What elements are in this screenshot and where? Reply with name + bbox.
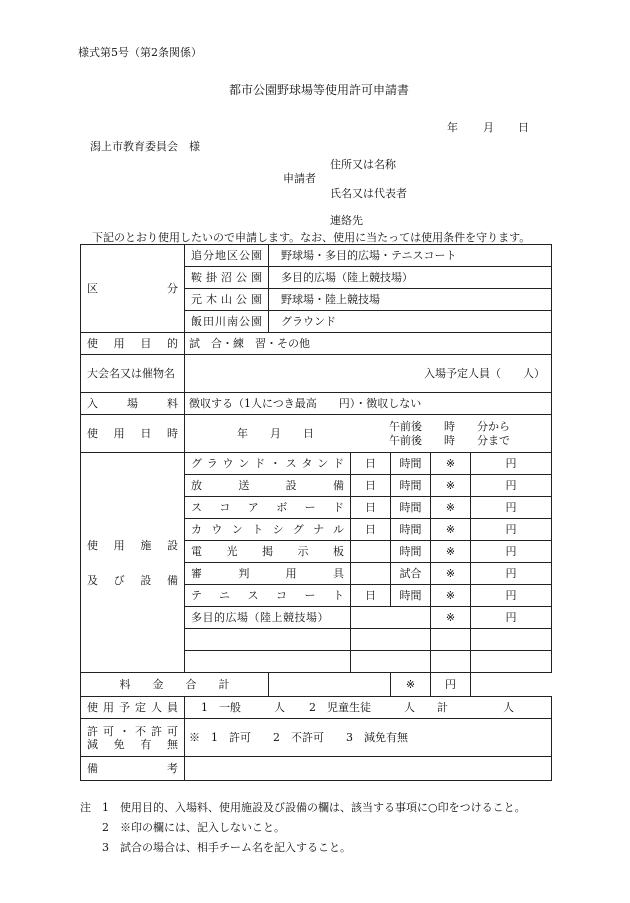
attendance-field: 入場予定人員（ 人） bbox=[185, 355, 552, 393]
planned-users-general: 1 一般 人 bbox=[201, 701, 285, 714]
admission-row bbox=[81, 393, 552, 415]
equipment-yen: 円 bbox=[471, 453, 552, 475]
equipment-unit-blank bbox=[351, 651, 431, 673]
equipment-yen: 円 bbox=[471, 475, 552, 497]
notes bbox=[80, 798, 526, 858]
park-facility: グラウンド bbox=[269, 311, 552, 333]
event-label: 大会名又は催物名 bbox=[81, 355, 185, 393]
total-unit-blank bbox=[269, 673, 391, 697]
equipment-yen: 円 bbox=[471, 607, 552, 629]
planned-users-label: 使用予定人員 bbox=[81, 697, 185, 719]
purpose-label: 使用目的 bbox=[81, 333, 185, 355]
equipment-name-blank bbox=[185, 629, 351, 651]
permission-label: 許可・不許可 減免有無 bbox=[81, 719, 185, 757]
equipment-unit-hour: 試合 bbox=[391, 563, 431, 585]
park-facility: 野球場・陸上競技場 bbox=[269, 289, 552, 311]
application-table bbox=[80, 244, 552, 781]
equipment-unit-day: 日 bbox=[351, 519, 391, 541]
total-label: 料 金 合 計 bbox=[81, 673, 269, 697]
facility-section-label: 区 分 bbox=[81, 245, 185, 333]
equipment-row bbox=[81, 453, 552, 475]
total-row bbox=[81, 673, 552, 697]
equipment-mark-blank bbox=[431, 629, 471, 651]
total-mark: ※ bbox=[391, 673, 431, 697]
intro-text: 下記のとおり使用したいので申請します。なお、使用に当たっては使用条件を守ります。 bbox=[92, 231, 531, 244]
equipment-unit-hour: 時間 bbox=[391, 519, 431, 541]
usage-time-to: 午前後 時 分まで bbox=[389, 433, 510, 447]
equipment-unit-day: 日 bbox=[351, 585, 391, 607]
equipment-mark: ※ bbox=[431, 563, 471, 585]
purpose-value: 試 合・練 習・その他 bbox=[185, 333, 552, 355]
admission-value: 徴収する（1人につき最高 円）・徴収しない bbox=[185, 393, 552, 415]
page-title: 都市公園野球場等使用許可申請書 bbox=[229, 83, 410, 97]
applicant-contact-label: 連絡先 bbox=[330, 214, 363, 227]
equipment-unit-hour: 時間 bbox=[391, 453, 431, 475]
park-name: 飯田川南公園 bbox=[185, 311, 269, 333]
usage-date: 年 月 日 bbox=[237, 427, 314, 440]
date-day: 日 bbox=[518, 121, 529, 134]
equipment-unit bbox=[351, 607, 431, 629]
admission-label: 入場料 bbox=[81, 393, 185, 415]
date-month: 月 bbox=[483, 121, 494, 134]
equipment-unit-day: 日 bbox=[351, 453, 391, 475]
equipment-unit-hour: 時間 bbox=[391, 475, 431, 497]
usage-datetime-label: 使用日時 bbox=[81, 415, 185, 453]
usage-datetime-row bbox=[81, 415, 552, 453]
remarks-label: 備 考 bbox=[81, 757, 185, 781]
planned-users-row bbox=[81, 697, 552, 719]
park-name: 追分地区公園 bbox=[185, 245, 269, 267]
equipment-unit-day: 日 bbox=[351, 497, 391, 519]
equipment-section-label: 使用施設 及び設備 bbox=[81, 453, 185, 673]
addressee: 潟上市教育委員会 様 bbox=[90, 140, 200, 153]
form-number: 様式第5号（第2条関係） bbox=[78, 46, 202, 59]
equipment-yen: 円 bbox=[471, 541, 552, 563]
applicant-address-label: 住所又は名称 bbox=[330, 158, 396, 171]
equipment-yen-blank bbox=[471, 629, 552, 651]
planned-users-children: 2 児童生徒 人 bbox=[309, 701, 415, 714]
equipment-unit-day bbox=[351, 563, 391, 585]
equipment-name: 放送設備 bbox=[185, 475, 351, 497]
equipment-unit-blank bbox=[351, 629, 431, 651]
equipment-unit-hour: 時間 bbox=[391, 541, 431, 563]
park-name: 鞍掛沼公園 bbox=[185, 267, 269, 289]
equipment-yen: 円 bbox=[471, 497, 552, 519]
equipment-name: グラウンド・スタンド bbox=[185, 453, 351, 475]
equipment-unit-day: 日 bbox=[351, 475, 391, 497]
equipment-yen: 円 bbox=[471, 519, 552, 541]
equipment-mark: ※ bbox=[431, 519, 471, 541]
date-year: 年 bbox=[447, 121, 458, 134]
equipment-name: カウントシグナル bbox=[185, 519, 351, 541]
permission-row bbox=[81, 719, 552, 757]
usage-time-from: 午前後 時 分から bbox=[389, 419, 510, 433]
equipment-unit-day bbox=[351, 541, 391, 563]
equipment-name-blank bbox=[185, 651, 351, 673]
equipment-name: 多目的広場（陸上競技場） bbox=[185, 607, 351, 629]
equipment-mark: ※ bbox=[431, 475, 471, 497]
planned-users-value bbox=[185, 697, 552, 719]
equipment-mark: ※ bbox=[431, 585, 471, 607]
note-item: 2 ※印の欄には、記入しないこと。 bbox=[102, 821, 285, 834]
equipment-mark: ※ bbox=[431, 607, 471, 629]
park-name: 元木山公園 bbox=[185, 289, 269, 311]
note-item: 3 試合の場合は、相手チーム名を記入すること。 bbox=[102, 841, 351, 854]
equipment-mark: ※ bbox=[431, 497, 471, 519]
facility-row bbox=[81, 245, 552, 267]
total-yen: 円 bbox=[431, 673, 471, 697]
equipment-yen-blank bbox=[471, 651, 552, 673]
equipment-mark: ※ bbox=[431, 453, 471, 475]
equipment-unit-hour: 時間 bbox=[391, 497, 431, 519]
park-facility: 野球場・多目的広場・テニスコート bbox=[269, 245, 552, 267]
planned-users-total: 計 人 bbox=[437, 701, 514, 714]
equipment-name: スコアボード bbox=[185, 497, 351, 519]
equipment-mark: ※ bbox=[431, 541, 471, 563]
equipment-name: 電光掲示板 bbox=[185, 541, 351, 563]
applicant-label: 申請者 bbox=[283, 172, 316, 185]
event-row bbox=[81, 355, 552, 393]
equipment-yen: 円 bbox=[471, 563, 552, 585]
park-facility: 多目的広場（陸上競技場） bbox=[269, 267, 552, 289]
equipment-mark-blank bbox=[431, 651, 471, 673]
note-item: 注 1 使用目的、入場料、使用施設及び設備の欄は、該当する事項に○印をつけること。 bbox=[80, 801, 526, 814]
remarks-row bbox=[81, 757, 552, 781]
permission-value: ※ 1 許可 2 不許可 3 減免有無 bbox=[185, 719, 552, 757]
equipment-unit-hour: 時間 bbox=[391, 585, 431, 607]
equipment-yen: 円 bbox=[471, 585, 552, 607]
usage-time bbox=[389, 420, 510, 448]
remarks-value bbox=[185, 757, 552, 781]
applicant-name-label: 氏名又は代表者 bbox=[330, 187, 407, 200]
equipment-name: 審判用具 bbox=[185, 563, 351, 585]
purpose-row bbox=[81, 333, 552, 355]
equipment-name: テニスコート bbox=[185, 585, 351, 607]
usage-datetime-value bbox=[185, 415, 552, 453]
